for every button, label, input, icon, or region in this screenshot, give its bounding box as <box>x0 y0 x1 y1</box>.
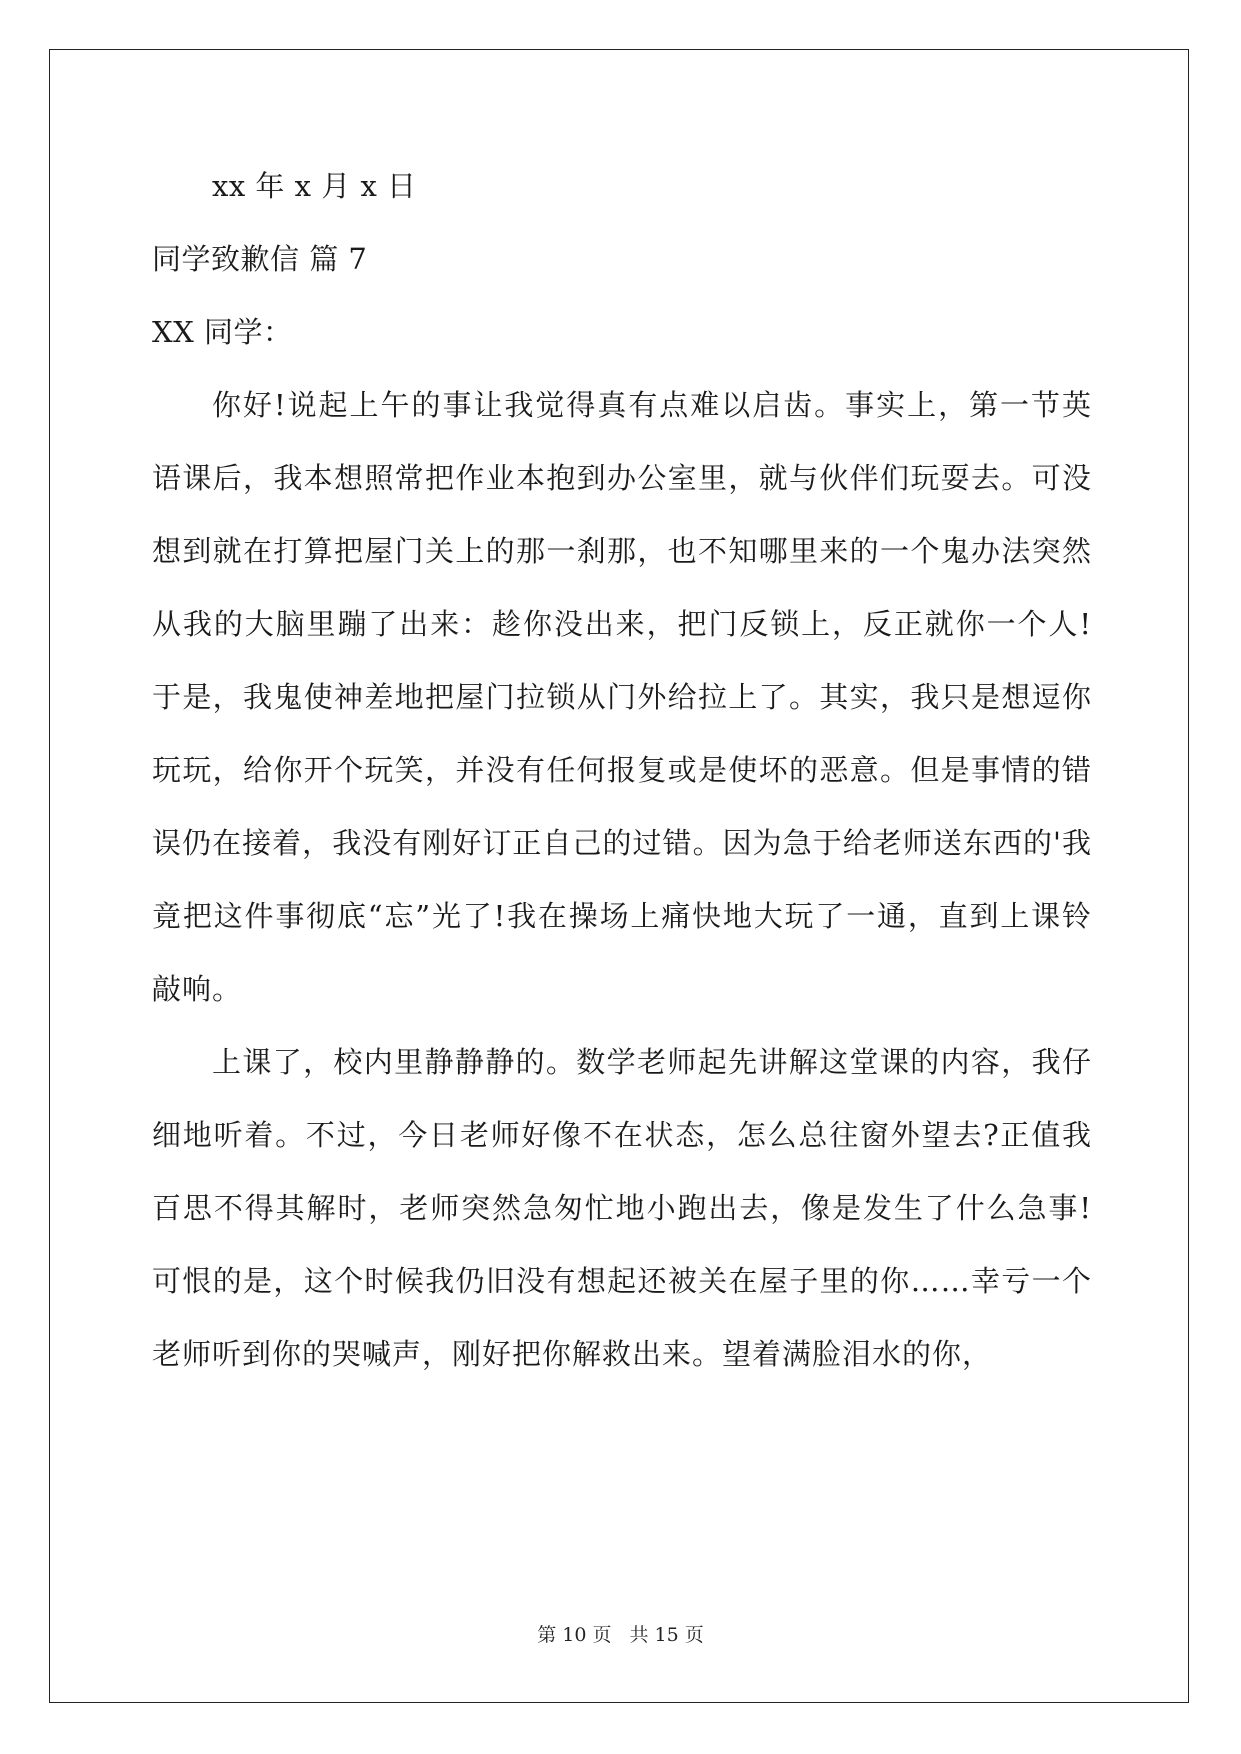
page-total: 共 15 页 <box>629 1624 704 1646</box>
page-footer <box>0 1620 1241 1647</box>
paragraph-1: 你好!说起上午的事让我觉得真有点难以启齿。事实上，第一节英语课后，我本想照常把作业本抱到办公室里，就与伙伴们玩耍去。可没想到就在打算把屋门关上的那一刹那，也不知哪里来的一个鬼办法突然从我的大脑里蹦了出来：趁你没出来，把门反锁上，反正就你一个人!于是，我鬼使神差地把屋门拉锁从门外给拉上了。其实，我只是想逗你玩玩，给你开个玩笑，并没有任何报复或是使坏的恶意。但是事情的错误仍在接着，我没有刚好订正自己的过错。因为急于给老师送东西的'我竟把这件事彻底“忘”光了!我在操场上痛快地大玩了一通，直到上课铃敲响。 <box>152 388 1092 1006</box>
letter-salutation: XX 同学： <box>152 315 293 349</box>
letter-date: xx 年 x 月 x 日 <box>212 169 417 203</box>
document-body <box>152 150 1092 1391</box>
paragraph-2: 上课了，校内里静静静的。数学老师起先讲解这堂课的内容，我仔细地听着。不过，今日老师好像不在状态，怎么总往窗外望去?正值我百思不得其解时，老师突然急匆忙地小跑出去，像是发生了什么急事!可恨的是，这个时候我仍旧没有想起还被关在屋子里的你……幸亏一个老师听到你的哭喊声，刚好把你解救出来。望着满脸泪水的你， <box>152 1045 1092 1371</box>
page-number: 第 10 页 <box>537 1624 612 1646</box>
letter-title: 同学致歉信 篇 7 <box>152 242 368 276</box>
